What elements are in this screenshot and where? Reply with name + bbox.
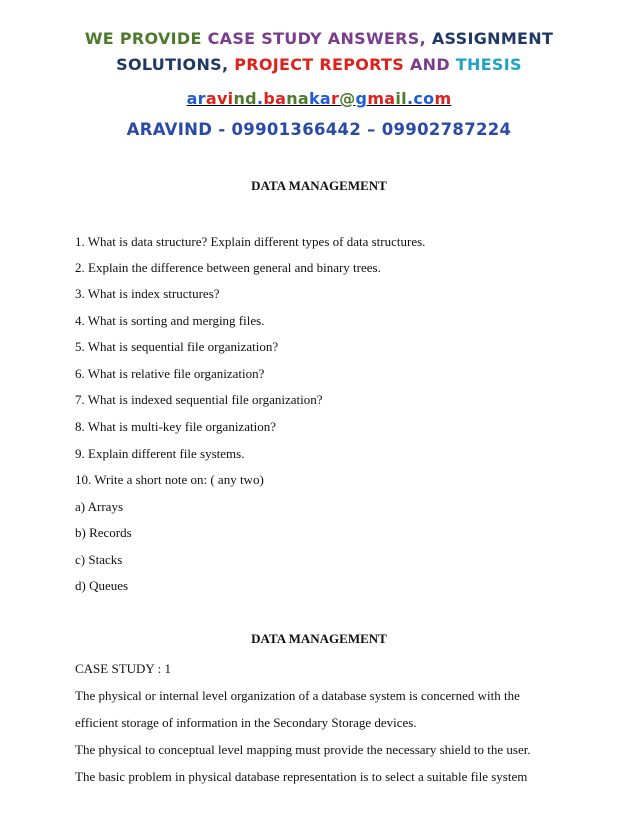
section-1-title: DATA MANAGEMENT <box>251 178 387 193</box>
option-item: d) Queues <box>75 578 129 593</box>
email-part: m <box>434 89 452 108</box>
header-line-1-part: ASSIGNMENT <box>431 29 554 48</box>
email-part: ka <box>308 89 332 108</box>
email-part: r <box>331 89 340 108</box>
header-line-2-part: PROJECT REPORTS <box>234 55 410 74</box>
email-part: il <box>395 89 407 108</box>
question-item: 2. Explain the difference between general and binary trees. <box>75 260 381 275</box>
question-item: 3. What is index structures? <box>75 286 220 301</box>
email-part: na <box>286 89 309 108</box>
email-part: ar <box>186 89 206 108</box>
section-2-title: DATA MANAGEMENT <box>251 631 387 646</box>
email-part: . <box>256 89 264 108</box>
question-item: 7. What is indexed sequential file organization? <box>75 392 323 407</box>
email-part: ba <box>263 89 287 108</box>
header-line-2-part: SOLUTIONS, <box>116 55 235 74</box>
paragraph-line: The physical or internal level organization of a database system is concerned with the <box>75 688 520 703</box>
header-line-2 <box>0 55 638 74</box>
email-part: @ <box>339 89 356 108</box>
option-item: a) Arrays <box>75 499 124 514</box>
option-item: b) Records <box>75 525 132 540</box>
email-link[interactable] <box>0 89 638 108</box>
email-part: avi <box>205 89 234 108</box>
question-item: 1. What is data structure? Explain different types of data structures. <box>75 234 426 249</box>
header-line-2-part: AND <box>409 55 456 74</box>
question-item: 4. What is sorting and merging files. <box>75 313 265 328</box>
question-item: 5. What is sequential file organization? <box>75 339 279 354</box>
contact-line: ARAVIND - 09901366442 – 09902787224 <box>126 120 512 139</box>
option-item: c) Stacks <box>75 552 123 567</box>
email-part: nd <box>233 89 257 108</box>
question-item: 9. Explain different file systems. <box>75 446 245 461</box>
question-item: 6. What is relative file organization? <box>75 366 265 381</box>
case-study-label: CASE STUDY : 1 <box>75 661 171 676</box>
question-item: 8. What is multi-key file organization? <box>75 419 276 434</box>
header-line-2-part: THESIS <box>455 55 522 74</box>
email-part: g <box>355 89 368 108</box>
email-part: .co <box>406 89 435 108</box>
paragraph-line: efficient storage of information in the Secondary Storage devices. <box>75 715 417 730</box>
paragraph-line: The basic problem in physical database representation is to select a suitable file system <box>75 769 528 784</box>
paragraph-line: The physical to conceptual level mapping must provide the necessary shield to the user. <box>75 742 531 757</box>
question-item: 10. Write a short note on: ( any two) <box>75 472 264 487</box>
email-part: ma <box>367 89 396 108</box>
header-line-1-part: WE PROVIDE <box>84 29 208 48</box>
header-line-1 <box>0 29 638 48</box>
header-line-1-part: CASE STUDY ANSWERS, <box>207 29 432 48</box>
